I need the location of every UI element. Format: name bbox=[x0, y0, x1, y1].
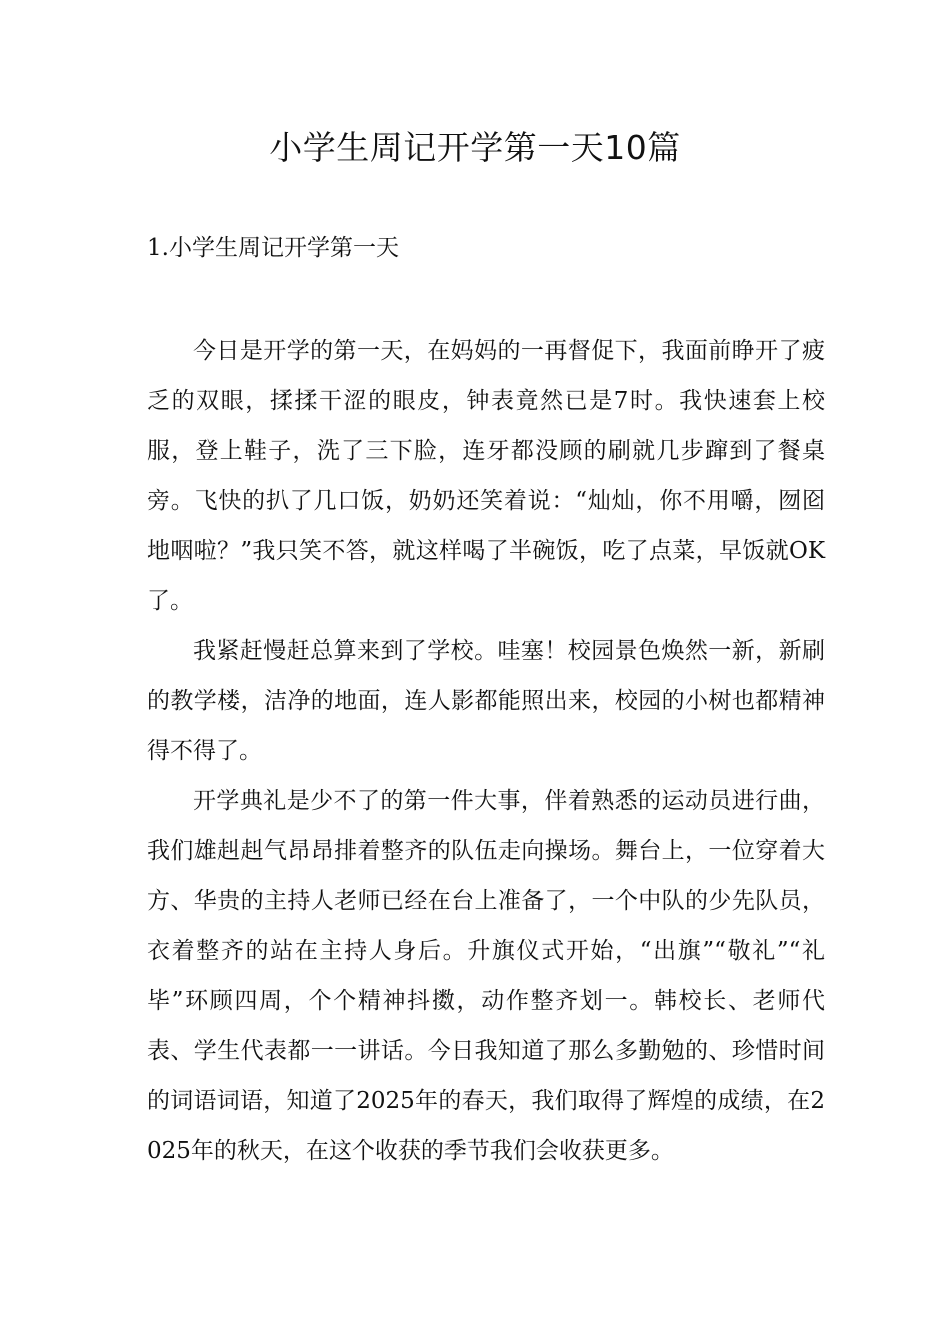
document-body bbox=[147, 326, 825, 1176]
paragraph: 我紧赶慢赶总算来到了学校。哇塞！校园景色焕然一新，新刷的教学楼，洁净的地面，连人影都能照出来，校园的小树也都精神得不得了。 bbox=[147, 638, 825, 764]
section-heading: 1.小学生周记开学第一天 bbox=[147, 235, 399, 261]
document-title: 小学生周记开学第一天10篇 bbox=[269, 128, 681, 167]
paragraph: 开学典礼是少不了的第一件大事，伴着熟悉的运动员进行曲，我们雄赳赳气昂昂排着整齐的队伍走向操场。舞台上，一位穿着大方、华贵的主持人老师已经在台上准备了，一个中队的少先队员，衣着整齐的站在主持人身后。升旗仪式开始，“出旗”“敬礼”“礼毕”环顾四周，个个精神抖擞，动作整齐划一。韩校长、老师代表、学生代表都一一讲话。今日我知道了那么多勤勉的、珍惜时间的词语词语，知道了2025年的春天，我们取得了辉煌的成绩，在2025年的秋天，在这个收获的季节我们会收获更多。 bbox=[147, 788, 825, 1164]
paragraph: 今日是开学的第一天，在妈妈的一再督促下，我面前睁开了疲乏的双眼，揉揉干涩的眼皮，钟表竟然已是7时。我快速套上校服，登上鞋子，洗了三下脸，连牙都没顾的刷就几步蹿到了餐桌旁。飞快的扒了几口饭，奶奶还笑着说：“灿灿，你不用嚼，囫囵地咽啦？”我只笑不答，就这样喝了半碗饭，吃了点菜，早饭就OK了。 bbox=[147, 338, 825, 614]
